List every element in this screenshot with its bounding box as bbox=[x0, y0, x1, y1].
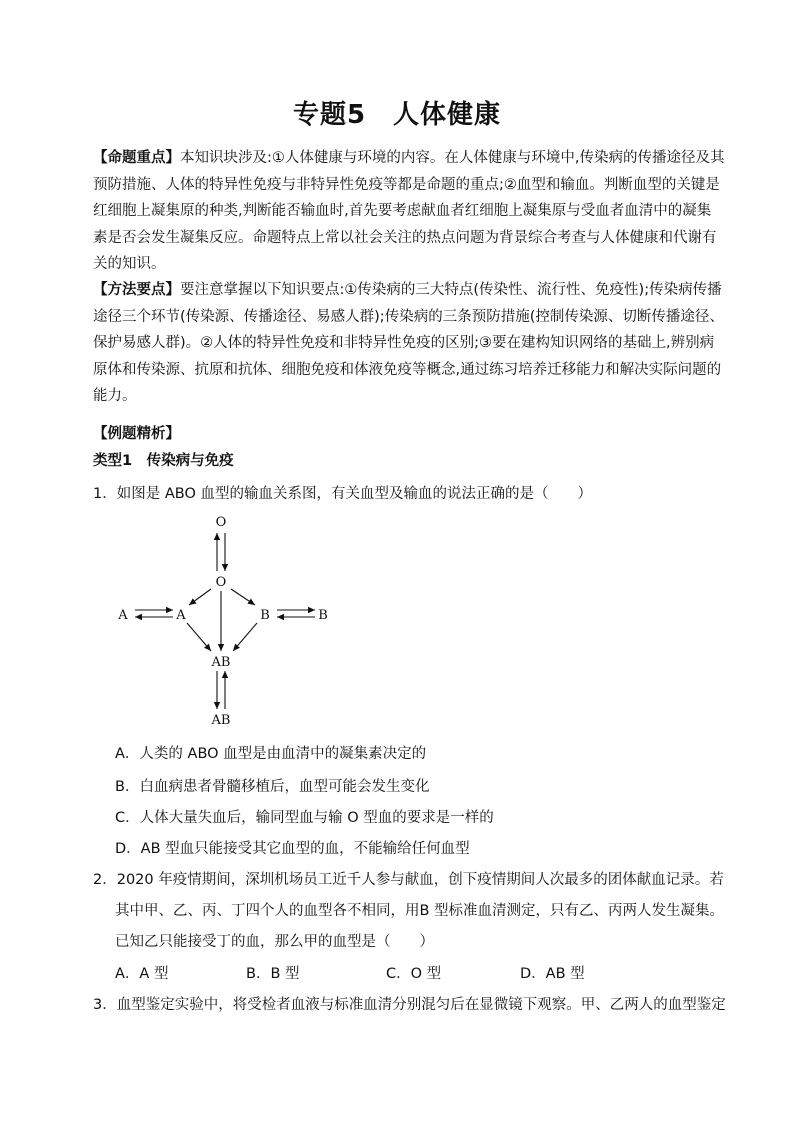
question-2-option-a: A．A 型 bbox=[115, 966, 169, 982]
question-1-option-a: A．人类的 ABO 血型是由血清中的凝集素决定的 bbox=[115, 746, 427, 762]
question-1-option-b: B．白血病患者骨髓移植后，血型可能会发生变化 bbox=[115, 779, 430, 795]
question-2-option-b: B．B 型 bbox=[246, 966, 300, 982]
key-points-line: 红细胞上凝集原的种类,判断能否输血时,首先要考虑献血者红细胞上凝集原与受血者血清中的凝集 bbox=[93, 203, 712, 219]
key-points-line: 关的知识。 bbox=[93, 256, 166, 272]
type-heading: 类型1 传染病与免疫 bbox=[93, 453, 234, 469]
arrow-b-to-ab bbox=[233, 623, 257, 651]
question-2-option-d: D．AB 型 bbox=[520, 966, 585, 982]
arrow-a-to-ab bbox=[187, 623, 211, 651]
arrow-o-to-b bbox=[231, 589, 255, 605]
question-3-line: 3．血型鉴定实验中，将受检者血液与标准血清分别混匀后在显微镜下观察。甲、乙两人的血型鉴定 bbox=[93, 997, 726, 1013]
question-2-line: 其中甲、乙、丙、丁四个人的血型各不相同，用B 型标准血清测定，只有乙、丙两人发生凝集。 bbox=[115, 903, 725, 919]
key-points-line: 素是否会发生凝集反应。命题特点上常以社会关注的热点问题为背景综合考查与人体健康和代谢有 bbox=[93, 229, 717, 246]
ab-center-label: AB bbox=[211, 655, 231, 670]
key-points-paragraph bbox=[93, 145, 725, 278]
a-center-label: A bbox=[176, 608, 186, 623]
key-points-label: 【命题重点】 bbox=[93, 150, 180, 166]
b-right-label: B bbox=[318, 608, 328, 623]
ab-bottom-label: AB bbox=[211, 713, 231, 728]
b-center-label: B bbox=[260, 608, 270, 623]
o-center-label: O bbox=[215, 575, 227, 590]
key-points-line: 预防措施、人体的特异性免疫与非特异性免疫等都是命题的重点;②血型和输血。判断血型的关键是 bbox=[93, 176, 720, 193]
page-title: 专题5 人体健康 bbox=[292, 100, 502, 130]
method-line: 能力。 bbox=[93, 388, 137, 404]
question-1-option-d: D．AB 型血只能接受其它血型的血，不能输给任何血型 bbox=[115, 841, 470, 857]
arrow-o-to-a bbox=[189, 589, 211, 605]
question-2-line: 2．2020 年疫情期间，深圳机场员工近千人参与献血，创下疫情期间人次最多的团体献血记录。若 bbox=[93, 872, 724, 888]
question-2-line: 已知乙只能接受丁的血，那么甲的血型是（ ） bbox=[115, 934, 434, 950]
question-1-option-c: C．人体大量失血后，输同型血与输 O 型血的要求是一样的 bbox=[115, 810, 494, 826]
method-paragraph bbox=[93, 277, 724, 410]
method-line: 途径三个环节(传染源、传播途径、易感人群);传染病的三条预防措施(控制传染源、切断传播途径、 bbox=[93, 308, 724, 325]
a-left-label: A bbox=[118, 608, 128, 623]
method-label: 【方法要点】 bbox=[93, 282, 180, 298]
o-top-label: O bbox=[215, 515, 227, 530]
blood-transfusion-diagram bbox=[105, 505, 345, 730]
method-line: 要注意掌握以下知识要点:①传染病的三大特点(传染性、流行性、免疫性);传染病传播 bbox=[180, 282, 722, 298]
key-points-line: 本知识块涉及:①人体健康与环境的内容。在人体健康与环境中,传染病的传播途径及其 bbox=[180, 150, 725, 166]
question-1-stem: 1．如图是 ABO 血型的输血关系图，有关血型及输血的说法正确的是（ ） bbox=[93, 486, 592, 502]
method-line: 原体和传染源、抗原和抗体、细胞免疫和体液免疫等概念,通过练习培养迁移能力和解决实际问题的 bbox=[93, 361, 722, 378]
method-line: 保护易感人群)。②人体的特异性免疫和非特异性免疫的区别;③要在建构知识网络的基础上,辨别病 bbox=[93, 335, 715, 351]
example-heading: 【例题精析】 bbox=[93, 426, 180, 442]
question-2-option-c: C．O 型 bbox=[386, 966, 442, 982]
